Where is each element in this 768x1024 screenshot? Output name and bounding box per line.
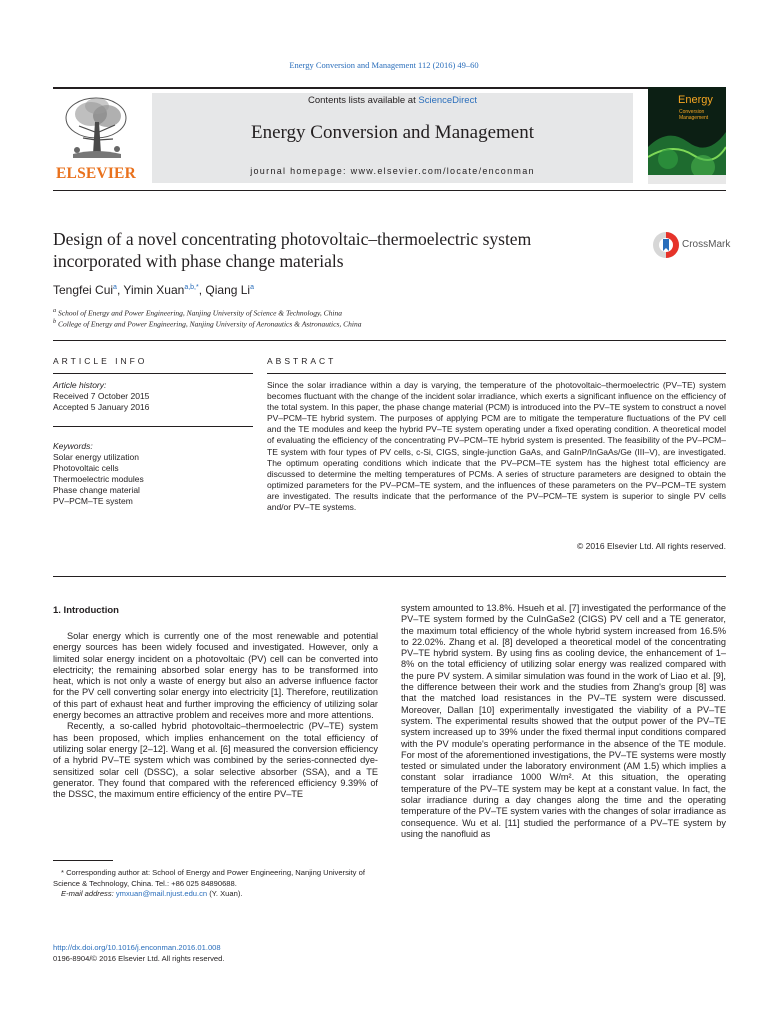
affiliation: [53, 318, 361, 329]
article-history: [53, 380, 253, 413]
abstract-rule: [267, 373, 726, 374]
keyword-item: Thermoelectric modules: [53, 474, 144, 484]
keyword-item: Solar energy utilization: [53, 452, 139, 462]
body-column-left: [53, 631, 378, 800]
article-title: [53, 228, 613, 272]
affiliation-text: School of Energy and Power Engineering, Nanjing University of Science & Technology, China: [58, 308, 342, 318]
body-paragraph: Solar energy which is currently one of the most renewable and potential energy sources has been widely focused and investigated. However, only a limited solar energy incident on a photovoltaic (PV) cell can be converted into electricity; the remaining absorbed solar energy has to be transformed into heat, which is not only a waste of energy but also an adverse influence factor for the PV cell converting solar energy into electricity [1]. Therefore, reutilization of this part of exhaust heat and further improving the efficiency of utilizing solar energy becomes an attractive problem and receives more and more attentions.: [53, 631, 378, 721]
abstract-text: Since the solar irradiance within a day is varying, the temperature of the photovoltaic–thermoelectric (PV–TE) system becomes fluctuant with the change of the incident solar irradiance, which exerts a significant influence on the efficiency of the total system. In this paper, the phase change material (PCM) is introduced into the PV–TE system to construct a novel PV–PCM–TE hybrid system. The purposes of applying PCM are to mitigate the temperature fluctuations of the PV cell and the TE modules and keep the hybrid PV–TE system operating under a fixed operating condition. A theoretical model of evaluating the efficiency of the concentrating PV–PCM–TE hybrid system is presented. The feasibility of the PV–PCM–TE system with four types of PV cells, c-Si, CIGS, single-junction GaAs, and GaInP/InGaAs/Ge (III–V), are investigated. The optimum operating conditions which indicate that the PV–PCM–TE system has the highest total efficiency are discussed to determine the melting temperatures of PCMs. A series of structure parameters are designed to obtain the optimized parameters for the PV–PCM–TE system, and the influences of these parameters on the PV–PCM–TE system are investigated. The results indicate that the performance of the PV–PCM–TE system is superior to single PV cells and/or PV–TE systems.: [267, 380, 726, 513]
journal-citation[interactable]: Energy Conversion and Management 112 (2016) 49–60: [289, 60, 479, 70]
article-info-rule: [53, 373, 253, 374]
email-suffix: (Y. Xuan).: [207, 889, 243, 898]
body-paragraph: Recently, a so-called hybrid photovoltaic–thermoelectric (PV–TE) system has been proposed, which implies enhancement on the total efficiency of utilizing solar energy [2–12]. Wang et al. [6] measured the conversion efficiency of a hybrid PV–TE system which was combined by the series-connected dye-sensitized solar cell (DSSC), a solar selective absorber (SSA), and a TE generator. They found that compared with the referenced efficiency 9.39% of the DSSC, the maximum entire efficiency of the entire PV–TE: [53, 721, 378, 800]
contents-prefix: Contents lists available at: [308, 95, 419, 106]
article-title-line2: incorporated with phase change materials: [53, 251, 344, 271]
keyword-item: Photovoltaic cells: [53, 463, 119, 473]
accepted-date: Accepted 5 January 2016: [53, 402, 150, 412]
article-title-line1: Design of a novel concentrating photovoltaic–thermoelectric system: [53, 229, 532, 249]
history-label: Article history:: [53, 380, 107, 390]
sciencedirect-link[interactable]: ScienceDirect: [418, 95, 477, 106]
author-list: Tengfei Cui$^a$, Yimin Xuan$^{a,b,*}$, Qiang Li$^a$: [53, 283, 255, 297]
affiliation-text: College of Energy and Power Engineering, Nanjing University of Aeronautics & Astronautics, China: [58, 319, 362, 329]
elsevier-wordmark[interactable]: ELSEVIER: [56, 165, 136, 182]
cover-subtitle: [679, 109, 708, 121]
crossmark-label[interactable]: CrossMark: [682, 239, 731, 250]
doi-link[interactable]: http://dx.doi.org/10.1016/j.enconman.2016.01.008: [53, 943, 221, 952]
corresponding-author-footnote: [53, 868, 378, 900]
crossmark-icon[interactable]: [652, 231, 680, 259]
affiliation-rule: [53, 340, 726, 341]
abstract-copyright: © 2016 Elsevier Ltd. All rights reserved.: [577, 541, 726, 551]
header-bottom-rule: [53, 190, 726, 191]
received-date: Received 7 October 2015: [53, 391, 150, 401]
body-separator-rule: [53, 576, 726, 577]
doi-block: [53, 942, 225, 964]
journal-title: Energy Conversion and Management: [251, 122, 534, 143]
article-info-heading: ARTICLE INFO: [53, 356, 148, 366]
keyword-item: Phase change material: [53, 485, 140, 495]
author-affil-sup[interactable]: a: [250, 284, 255, 291]
journal-cover-thumbnail[interactable]: [648, 87, 726, 184]
article-info-divider: [53, 426, 253, 427]
author-affil-sup[interactable]: a: [113, 284, 117, 291]
issn-copyright: 0196-8904/© 2016 Elsevier Ltd. All rights reserved.: [53, 954, 225, 963]
author-name[interactable]: Yimin Xuan: [123, 283, 185, 297]
abstract-heading: ABSTRACT: [267, 356, 337, 366]
author-name[interactable]: Qiang Li: [205, 283, 251, 297]
journal-homepage[interactable]: journal homepage: www.elsevier.com/locate/enconman: [250, 166, 535, 176]
keywords-label: Keywords:: [53, 441, 93, 451]
contents-line: [152, 95, 633, 106]
footnote-rule: [53, 860, 113, 861]
affiliation-sup: b: [53, 318, 57, 325]
body-column-right: [401, 603, 726, 840]
cover-title: Energy: [678, 94, 713, 106]
keyword-item: PV–PCM–TE system: [53, 496, 133, 506]
email-link[interactable]: ymxuan@mail.njust.edu.cn: [115, 889, 208, 898]
keywords-block: [53, 441, 253, 507]
author-name[interactable]: Tengfei Cui: [53, 283, 114, 297]
footnote-email-line: [53, 889, 378, 900]
header-top-rule: [53, 87, 726, 89]
body-paragraph: system amounted to 13.8%. Hsueh et al. [7] investigated the performance of the PV–TE system formed by the CuInGaSe2 (CIGS) PV cell and a TE generator, the maximum total efficiency of the whole hybrid system increased from 16.5% to 22.02%. Zhang et al. [8] developed a theoretical model of the concentrating PV–TE hybrid system. By using fins as cooling device, the enhancement of 1–8% on the total efficiency of utilizing solar energy was realized compared with the pure PV system. A similar simulation was found in the work of Liao et al. [9], the difference between their work and the studies from Zhang's group [8] was that the matched load resistances in the PV–TE system were discussed. Moreover, Dallan [10] experimentally investigated the viability of a PV–TE system. The experimental results showed that the output power of the PV–TE system increased up to 39% under the fixed thermal input conditions compared with the PV module's operating performance in the absence of the TE module. For most of the aforementioned investigations, the PV–TE systems were mostly tested or simulated under the laboratory environment (AM 1.5) which implies a constant solar irradiance 1000 W/m². At this situation, the operating temperature of the PV–TE system may be kept at a constant value. In fact, the solar irradiance during a day changes along the time and the operating temperature of the PV–TE system varies with the changes of solar irradiance as consequence. Wu et al. [11] studied the performance of a PV–TE system by using the nanofluid as: [401, 603, 726, 839]
affiliation-sup: a: [53, 307, 57, 314]
cover-subtitle-line2: Management: [679, 115, 709, 121]
affiliation: [53, 307, 342, 318]
author-affil-sup[interactable]: a,b,*: [184, 284, 199, 291]
footnote-corresponding: * Corresponding author at: School of Energy and Power Engineering, Nanjing University of Science & Technology, China. Tel.: +86 025 84890688.: [53, 868, 365, 888]
email-label: E-mail address:: [61, 889, 116, 898]
section-heading-introduction: 1. Introduction: [53, 605, 119, 616]
cover-subtitle-line1: Conversion: [679, 109, 705, 115]
